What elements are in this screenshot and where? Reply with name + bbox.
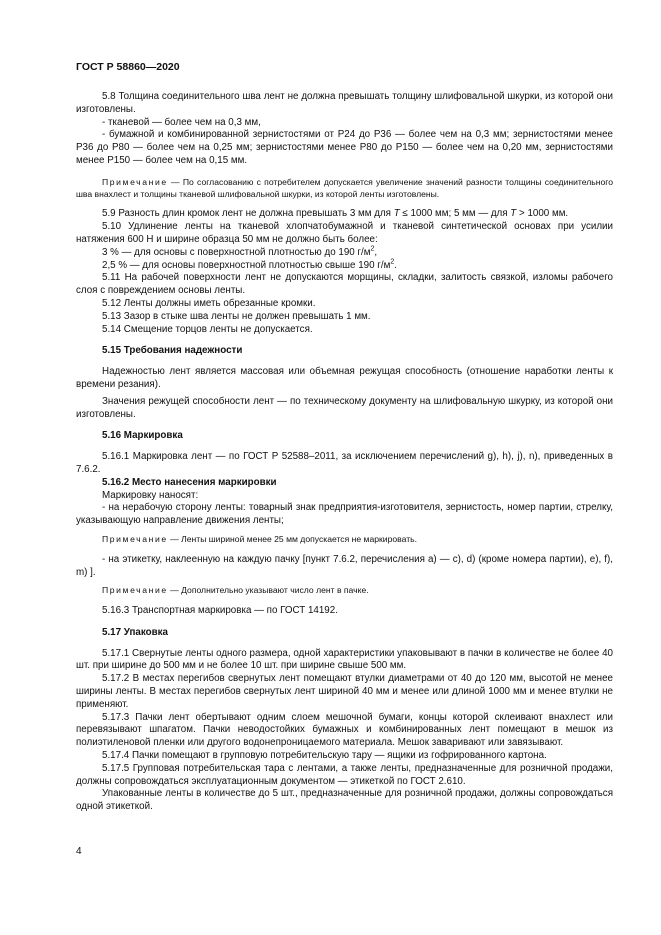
note-5-16-a: [76, 534, 613, 546]
clause-5-17-2: 5.17.2 В местах перегибов свернутых лент помещают втулки диаметрами от 40 до 120 мм, высотой не менее ширины ленты. В местах перегибов свернутых лент шириной 40 мм и менее или длиной 1000 мм и менее втулки не применяют.: [76, 673, 613, 710]
note-text: — По согласованию с потребителем допускается увеличение значений разности толщины соединительного шва внахлест и толщины тканевой шлифовальной шкурки, из которой ленты изготовлены.: [76, 176, 613, 199]
clause-5-13: 5.13 Зазор в стыке шва ленты не должен превышать 1 мм.: [102, 310, 371, 322]
note-label: Примечание: [102, 585, 168, 596]
clause-5-8: 5.8 Толщина соединительного шва лент не должна превышать толщину шлифовальной шкурки, из которой они изготовлены.: [76, 91, 613, 115]
page-number: 4: [76, 846, 82, 857]
clause-5-16-3: 5.16.3 Транспортная маркировка — по ГОСТ 14192.: [102, 605, 338, 617]
clause-5-12: 5.12 Ленты должны иметь обрезанные кромки.: [102, 297, 316, 309]
clause-5-17-5: 5.17.5 Групповая потребительская тара с лентами, а также ленты, предназначенные для розничной продажи, должны сопровождаться эксплуатационным документом — этикеткой по ГОСТ 2.610.: [76, 762, 613, 787]
clause-5-11: 5.11 На рабочей поверхности лент не допускаются морщины, складки, залитость связкой, изломы рабочего слоя с повреждением основы ленты.: [76, 272, 613, 297]
clause-5-17-4: 5.17.4 Пачки помещают в групповую потребительскую тару — ящики из гофрированного картона.: [102, 750, 547, 762]
document-header: ГОСТ Р 58860—2020: [76, 61, 180, 73]
clause-5-16-2-item-2: - на этикетку, наклеенную на каждую пачку [пункт 7.6.2, перечисления а) — с), d) (кроме номера партии), е), f), m) ].: [76, 553, 613, 578]
variable-t: T: [510, 208, 517, 220]
item-end: ,: [374, 246, 378, 258]
heading-5-15: 5.15 Требования надежности: [102, 345, 243, 357]
heading-5-16: 5.16 Маркировка: [102, 430, 183, 442]
heading-5-17: 5.17 Упаковка: [102, 626, 169, 638]
note-label: Примечание: [102, 533, 168, 544]
superscript: 2: [390, 258, 395, 266]
note-text: — Ленты шириной менее 25 мм допускается не маркировать.: [167, 533, 418, 544]
clause-5-16-2-item-1: - на нерабочую сторону ленты: товарный знак предприятия-изготовителя, зернистость, номер партии, стрелку, указывающую направление движения ленты;: [76, 502, 613, 527]
clause-5-16-2-intro: Маркировку наносят:: [102, 489, 199, 501]
clause-5-16-1: 5.16.1 Маркировка лент — по ГОСТ Р 52588–2011, за исключением перечислений g), h), j), n), приведенных в 7.6.2.: [76, 451, 613, 475]
item-text: 3 % — для основы с поверхностной плотностью до 190 г/м: [102, 246, 371, 258]
clause-5-8-item-2: - бумажной и комбинированной зернистостями от Р24 до Р36 — более чем на 0,3 мм; зернистостями менее Р36 до Р80 — более чем на 0,25 мм; зернистостями менее Р80 до Р150 — более чем на 0,20 мм, зернистостями менее Р150 — более чем на 0,15 мм.: [76, 129, 613, 166]
clause-5-9-part-a: 5.9 Разность длин кромок лент не должна превышать 3 мм для: [102, 208, 394, 220]
clause-5-14: 5.14 Смещение торцов ленты не допускается.: [102, 323, 313, 335]
clause-5-17-1: 5.17.1 Свернутые ленты одного размера, одной характеристики упаковывают в пачки в количестве не более 40 шт. при ширине до 500 мм и не более 10 шт. при ширине свыше 500 мм.: [76, 647, 613, 672]
item-text: 2,5 % — для основы поверхностной плотностью свыше 190 г/м: [102, 259, 391, 271]
page-body: [76, 91, 613, 814]
variable-t: T: [393, 208, 400, 220]
clause-5-15-p1: Надежностью лент является массовая или объемная режущая способность (отношение наработки ленты к времени резания).: [76, 366, 613, 390]
clause-5-9: [76, 208, 613, 221]
note-5-16-b: [76, 585, 613, 597]
clause-5-15-p2: Значения режущей способности лент — по техническому документу на шлифовальную шкурку, из которой они изготовлены.: [76, 395, 613, 420]
clause-5-17-6: Упакованные ленты в количестве до 5 шт., предназначенные для розничной продажи, должны сопровождаться одной этикеткой.: [76, 788, 613, 813]
item-end: .: [394, 259, 397, 271]
clause-5-8-item-1: - тканевой — более чем на 0,3 мм,: [102, 116, 261, 128]
clause-5-10-item-1: [76, 247, 613, 260]
heading-5-16-2: 5.16.2 Место нанесения маркировки: [102, 476, 277, 488]
superscript: 2: [370, 245, 375, 253]
note-label: Примечание: [102, 176, 168, 187]
clause-5-10: 5.10 Удлинение ленты на тканевой хлопчатобумажной и тканевой синтетической основах при усилии натяжения 600 Н и ширине образца 50 мм не должно быть более:: [76, 221, 613, 245]
clause-5-17-3: 5.17.3 Пачки лент обертывают одним слоем мешочной бумаги, концы которой склеивают внахлест или перевязывают шпагатом. Пачки неводостойких бумажных и комбинированных лент помещают в мешок из полиэтиленовой пленки или другого водонепроницаемого материала. Мешок заваривают или завязывают.: [76, 711, 613, 749]
note-5-8: [76, 177, 613, 201]
note-text: — Дополнительно указывают число лент в пачке.: [167, 585, 369, 596]
clause-5-9-part-b: ≤ 1000 мм; 5 мм — для: [399, 208, 511, 220]
clause-5-9-part-c: > 1000 мм.: [516, 208, 569, 220]
clause-5-10-item-2: [76, 260, 613, 273]
